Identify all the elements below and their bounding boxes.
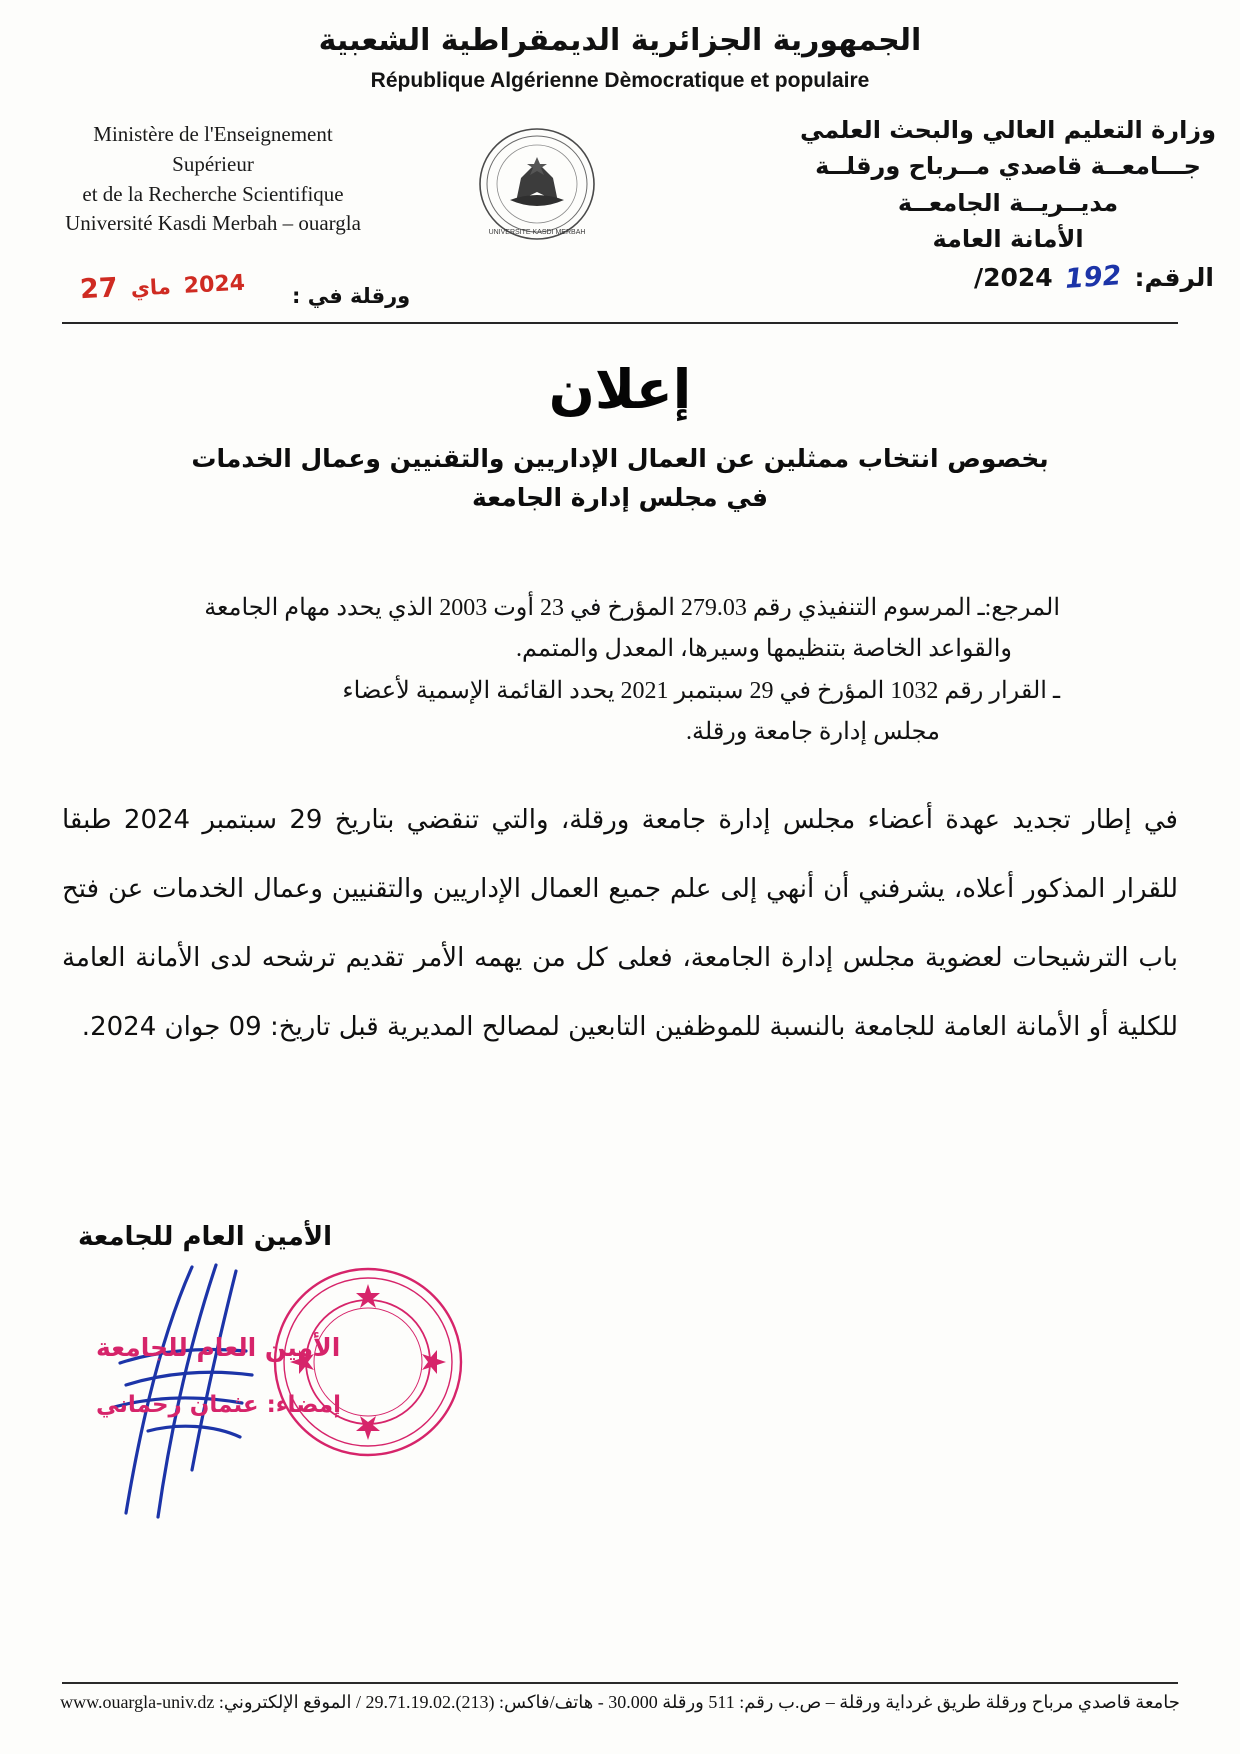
ministry-fr-line-3: et de la Recherche Scientifique [82, 181, 344, 206]
footer-divider [62, 1682, 1178, 1684]
ministry-fr-line-4: Université Kasdi Merbah – ouargla [65, 211, 361, 236]
ministry-fr-line-1: Ministère de l'Enseignement [93, 122, 333, 146]
ministry-ar-line-1: وزارة التعليم العالي والبحث العلمي [799, 116, 1217, 144]
legal-references [180, 588, 1060, 753]
document-title: إعلان [548, 358, 692, 421]
legal-reference-line-3: ـ القرار رقم 1032 المؤرخ في 29 سبتمبر 2021 يحدد القائمة الإسمية لأعضاء [342, 677, 1060, 704]
official-stamp [268, 1262, 468, 1462]
national-header-arabic: الجمهورية الجزائرية الديمقراطية الشعبية [318, 23, 922, 58]
signature-title: الأمين العام للجامعة [78, 1222, 333, 1252]
ministry-ar-line-4: الأمانة العامة [932, 225, 1084, 254]
handwritten-date [79, 266, 245, 306]
announcement-body [62, 786, 1178, 1062]
document-subtitle-line-2: في مجلس إدارة الجامعة [471, 482, 769, 512]
national-header-french: République Algérienne Dèmocratique et populaire [370, 68, 870, 92]
ministry-ar-line-3: مديــريــة الجامعــة [897, 188, 1119, 217]
stamp-line-2: إمضاء: عثمان رحماني [96, 1392, 341, 1418]
svg-text:UNIVERSITE KASDI MERBAH: UNIVERSITE KASDI MERBAH [488, 229, 586, 236]
footer-contact: جامعة قاصدي مرباح ورقلة طريق غرداية ورقلة – ص.ب رقم: 511 ورقلة 30.000 - هاتف/فاكس: (213).29.71.19.02 / الموقع الإلكتروني: www.ouargla-univ.dz [60, 1692, 1180, 1712]
document-subtitle [0, 440, 1240, 518]
university-seal-logo [466, 126, 608, 242]
reference-label: الرقم: [1134, 263, 1214, 292]
handwritten-year: 2024 [183, 270, 246, 299]
announcement-paragraph: في إطار تجديد عهدة أعضاء مجلس إدارة جامعة ورقلة، والتي تنقضي بتاريخ 29 سبتمبر 2024 طبقا للقرار المذكور أعلاه، يشرفني أن أنهي إلى علم جميع العمال الإداريين والتقنيين وعمال الخدمات عن فتح باب الترشيحات لعضوية مجلس إدارة الجامعة، فعلى كل من يهمه الأمر تقديم ترشحه لدى الأمانة العامة للكلية أو الأمانة العامة للجامعة بالنسبة للموظفين التابعين لمصالح المديرية قبل تاريخ: 09 جوان 2024. [62, 805, 1178, 1042]
place-date-label: ورقلة في : [292, 284, 411, 308]
header-divider [62, 322, 1178, 324]
reference-handwritten-number: 192 [1064, 260, 1123, 295]
ministry-block-french [18, 120, 408, 239]
reference-year: 2024/ [973, 263, 1053, 292]
document-subtitle-line-1: بخصوص انتخاب ممثلين عن العمال الإداريين والتقنيين وعمال الخدمات [191, 444, 1049, 473]
legal-reference-line-2: والقواعد الخاصة بتنظيمها وسيرها، المعدل والمتمم. [516, 636, 1012, 663]
ministry-block-arabic [798, 112, 1218, 258]
legal-reference-line-1: المرجع:ـ المرسوم التنفيذي رقم 279.03 المؤرخ في 23 أوت 2003 الذي يحدد مهام الجامعة [204, 595, 1060, 621]
ministry-fr-line-2: Supérieur [172, 151, 254, 176]
national-header [0, 22, 1240, 93]
handwritten-day: 27 [79, 272, 119, 306]
legal-reference-line-4: مجلس إدارة جامعة ورقلة. [686, 718, 940, 745]
stamp-line-1: الأمين العام للجامعة [96, 1333, 341, 1362]
handwritten-month: ماي [130, 274, 172, 301]
ministry-ar-line-2: جـــامعــة قاصدي مــرباح ورقلــة [815, 152, 1201, 181]
reference-number [974, 262, 1214, 293]
